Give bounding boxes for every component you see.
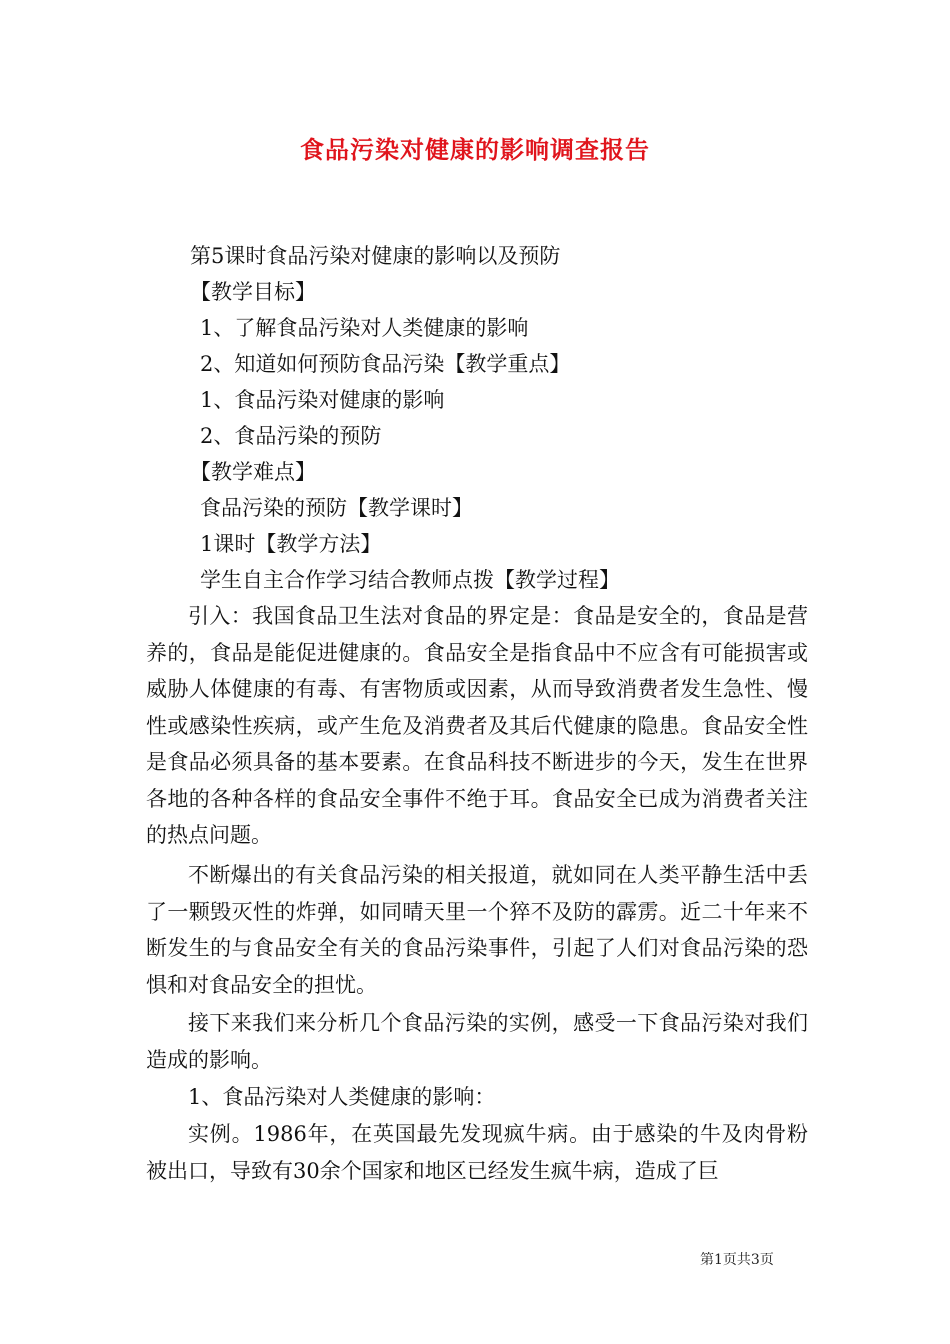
key-point-item-2: 2、食品污染的预防: [200, 424, 382, 448]
paragraph-pollution-reports: 不断爆出的有关食品污染的相关报道，就如同在人类平静生活中丢了一颗毁灭性的炸弹，如同晴天里一个猝不及防的霹雳。近二十年来不断发生的与食品安全有关的食品污染事件，引起了人们对食品污染的恐惧和对食品安全的担忧。: [146, 863, 808, 997]
section-teaching-goals: 【教学目标】: [190, 280, 316, 304]
lesson-heading: 第5课时食品污染对健康的影响以及预防: [190, 244, 561, 268]
document-title: 食品污染对健康的影响调查报告: [300, 135, 650, 164]
key-point-item-1: 1、食品污染对健康的影响: [200, 388, 445, 412]
page-number-footer: 第1页共3页: [700, 1252, 774, 1268]
paragraph-mad-cow-example: 实例。1986年，在英国最先发现疯牛病。由于感染的牛及肉骨粉被出口，导致有30余个国家和地区已经发生疯牛病，造成了巨: [146, 1122, 808, 1183]
teaching-method: 学生自主合作学习结合教师点拨【教学过程】: [200, 568, 620, 592]
goal-item-1: 1、了解食品污染对人类健康的影响: [200, 316, 529, 340]
subheading-health-impact: 1、食品污染对人类健康的影响：: [188, 1085, 496, 1109]
paragraph-intro: 引入：我国食品卫生法对食品的界定是：食品是安全的，食品是营养的，食品是能促进健康的。食品安全是指食品中不应含有可能损害或威胁人体健康的有毒、有害物质或因素，从而导致消费者发生急性、慢性或感染性疾病，或产生危及消费者及其后代健康的隐患。食品安全性是食品必须具备的基本要素。在食品科技不断进步的今天，发生在世界各地的各种各样的食品安全事件不绝于耳。食品安全已成为消费者关注的热点问题。: [146, 604, 808, 847]
section-difficulty: 【教学难点】: [190, 460, 316, 484]
lesson-hours: 1课时【教学方法】: [200, 532, 382, 556]
goal-item-2: 2、知道如何预防食品污染【教学重点】: [200, 352, 571, 376]
difficulty-item: 食品污染的预防【教学课时】: [200, 496, 473, 520]
paragraph-examples-intro: 接下来我们来分析几个食品污染的实例，感受一下食品污染对我们造成的影响。: [146, 1011, 808, 1072]
